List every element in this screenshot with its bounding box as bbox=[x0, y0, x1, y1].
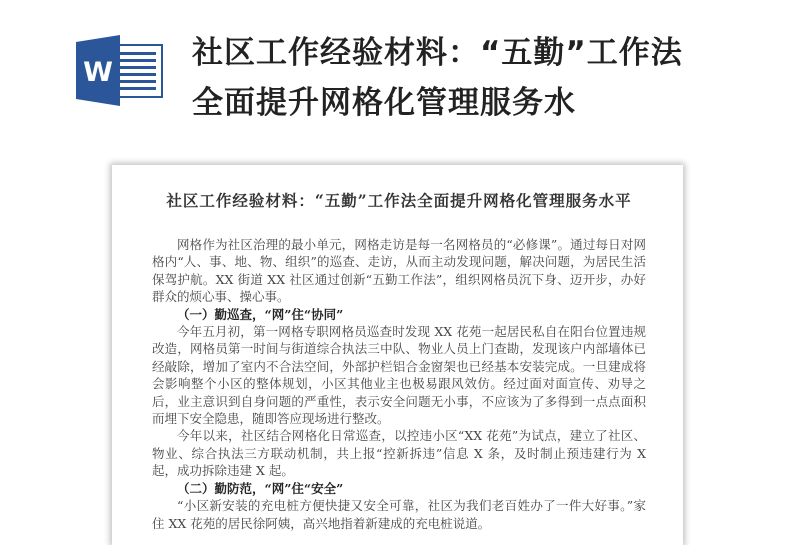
paragraph: 今年以来，社区结合网格化日常巡查，以控违小区“XX 花苑”为试点，建立了社区、物业、综合执法三方联动机制，共上报“控新拆违”信息 X 条，及时制止预违建行为 X 起，成功拆除违建 X 起。 bbox=[152, 428, 646, 479]
word-icon bbox=[76, 33, 166, 108]
document-title: 社区工作经验材料：“五勤”工作法全面提升网格化管理服务水平 bbox=[166, 191, 632, 210]
document-body bbox=[152, 236, 646, 532]
logo-letter: W bbox=[83, 57, 113, 88]
header-title: 社区工作经验材料：“五勤”工作法全面提升网格化管理服务水 bbox=[192, 35, 683, 121]
section-heading: （一）勤巡查，“网”住“协同” bbox=[177, 306, 344, 322]
section-heading: （二）勤防范，“网”住“安全” bbox=[177, 480, 344, 496]
paragraph: 网格作为社区治理的最小单元，网格走访是每一名网格员的“必修课”。通过每日对网格内“人、事、地、物、组织”的巡查、走访，从而主动发现问题，解决问题，为居民生活保驾护航。XX 街道 XX 社区通过创新“五勤工作法”，组织网格员沉下身、迈开步，办好群众的烦心事、操心事。 bbox=[152, 237, 646, 305]
paragraph: 今年五月初，第一网格专职网格员巡查时发现 XX 花苑一起居民私自在阳台位置违规改造，网格员第一时间与街道综合执法三中队、物业人员上门查勘，发现该户内部墙体已经敲除，增加了室内不合法空间，外部护栏铝合金窗架也已经基本安装完成。一旦建成将会影响整个小区的整体规划，小区其他业主也极易跟风效仿。经过面对面宣传、劝导之后，业主意识到自身问题的严重性，表示安全问题无小事，不应该为了多得到一点点面积而埋下安全隐患，随即答应现场进行整改。 bbox=[152, 324, 646, 427]
paragraph: “小区新安装的充电桩方便快捷又安全可靠，社区为我们老百姓办了一件大好事。”家住 XX 花苑的居民徐阿姨，高兴地指着新建成的充电桩说道。 bbox=[152, 498, 646, 531]
document-page bbox=[112, 165, 683, 545]
